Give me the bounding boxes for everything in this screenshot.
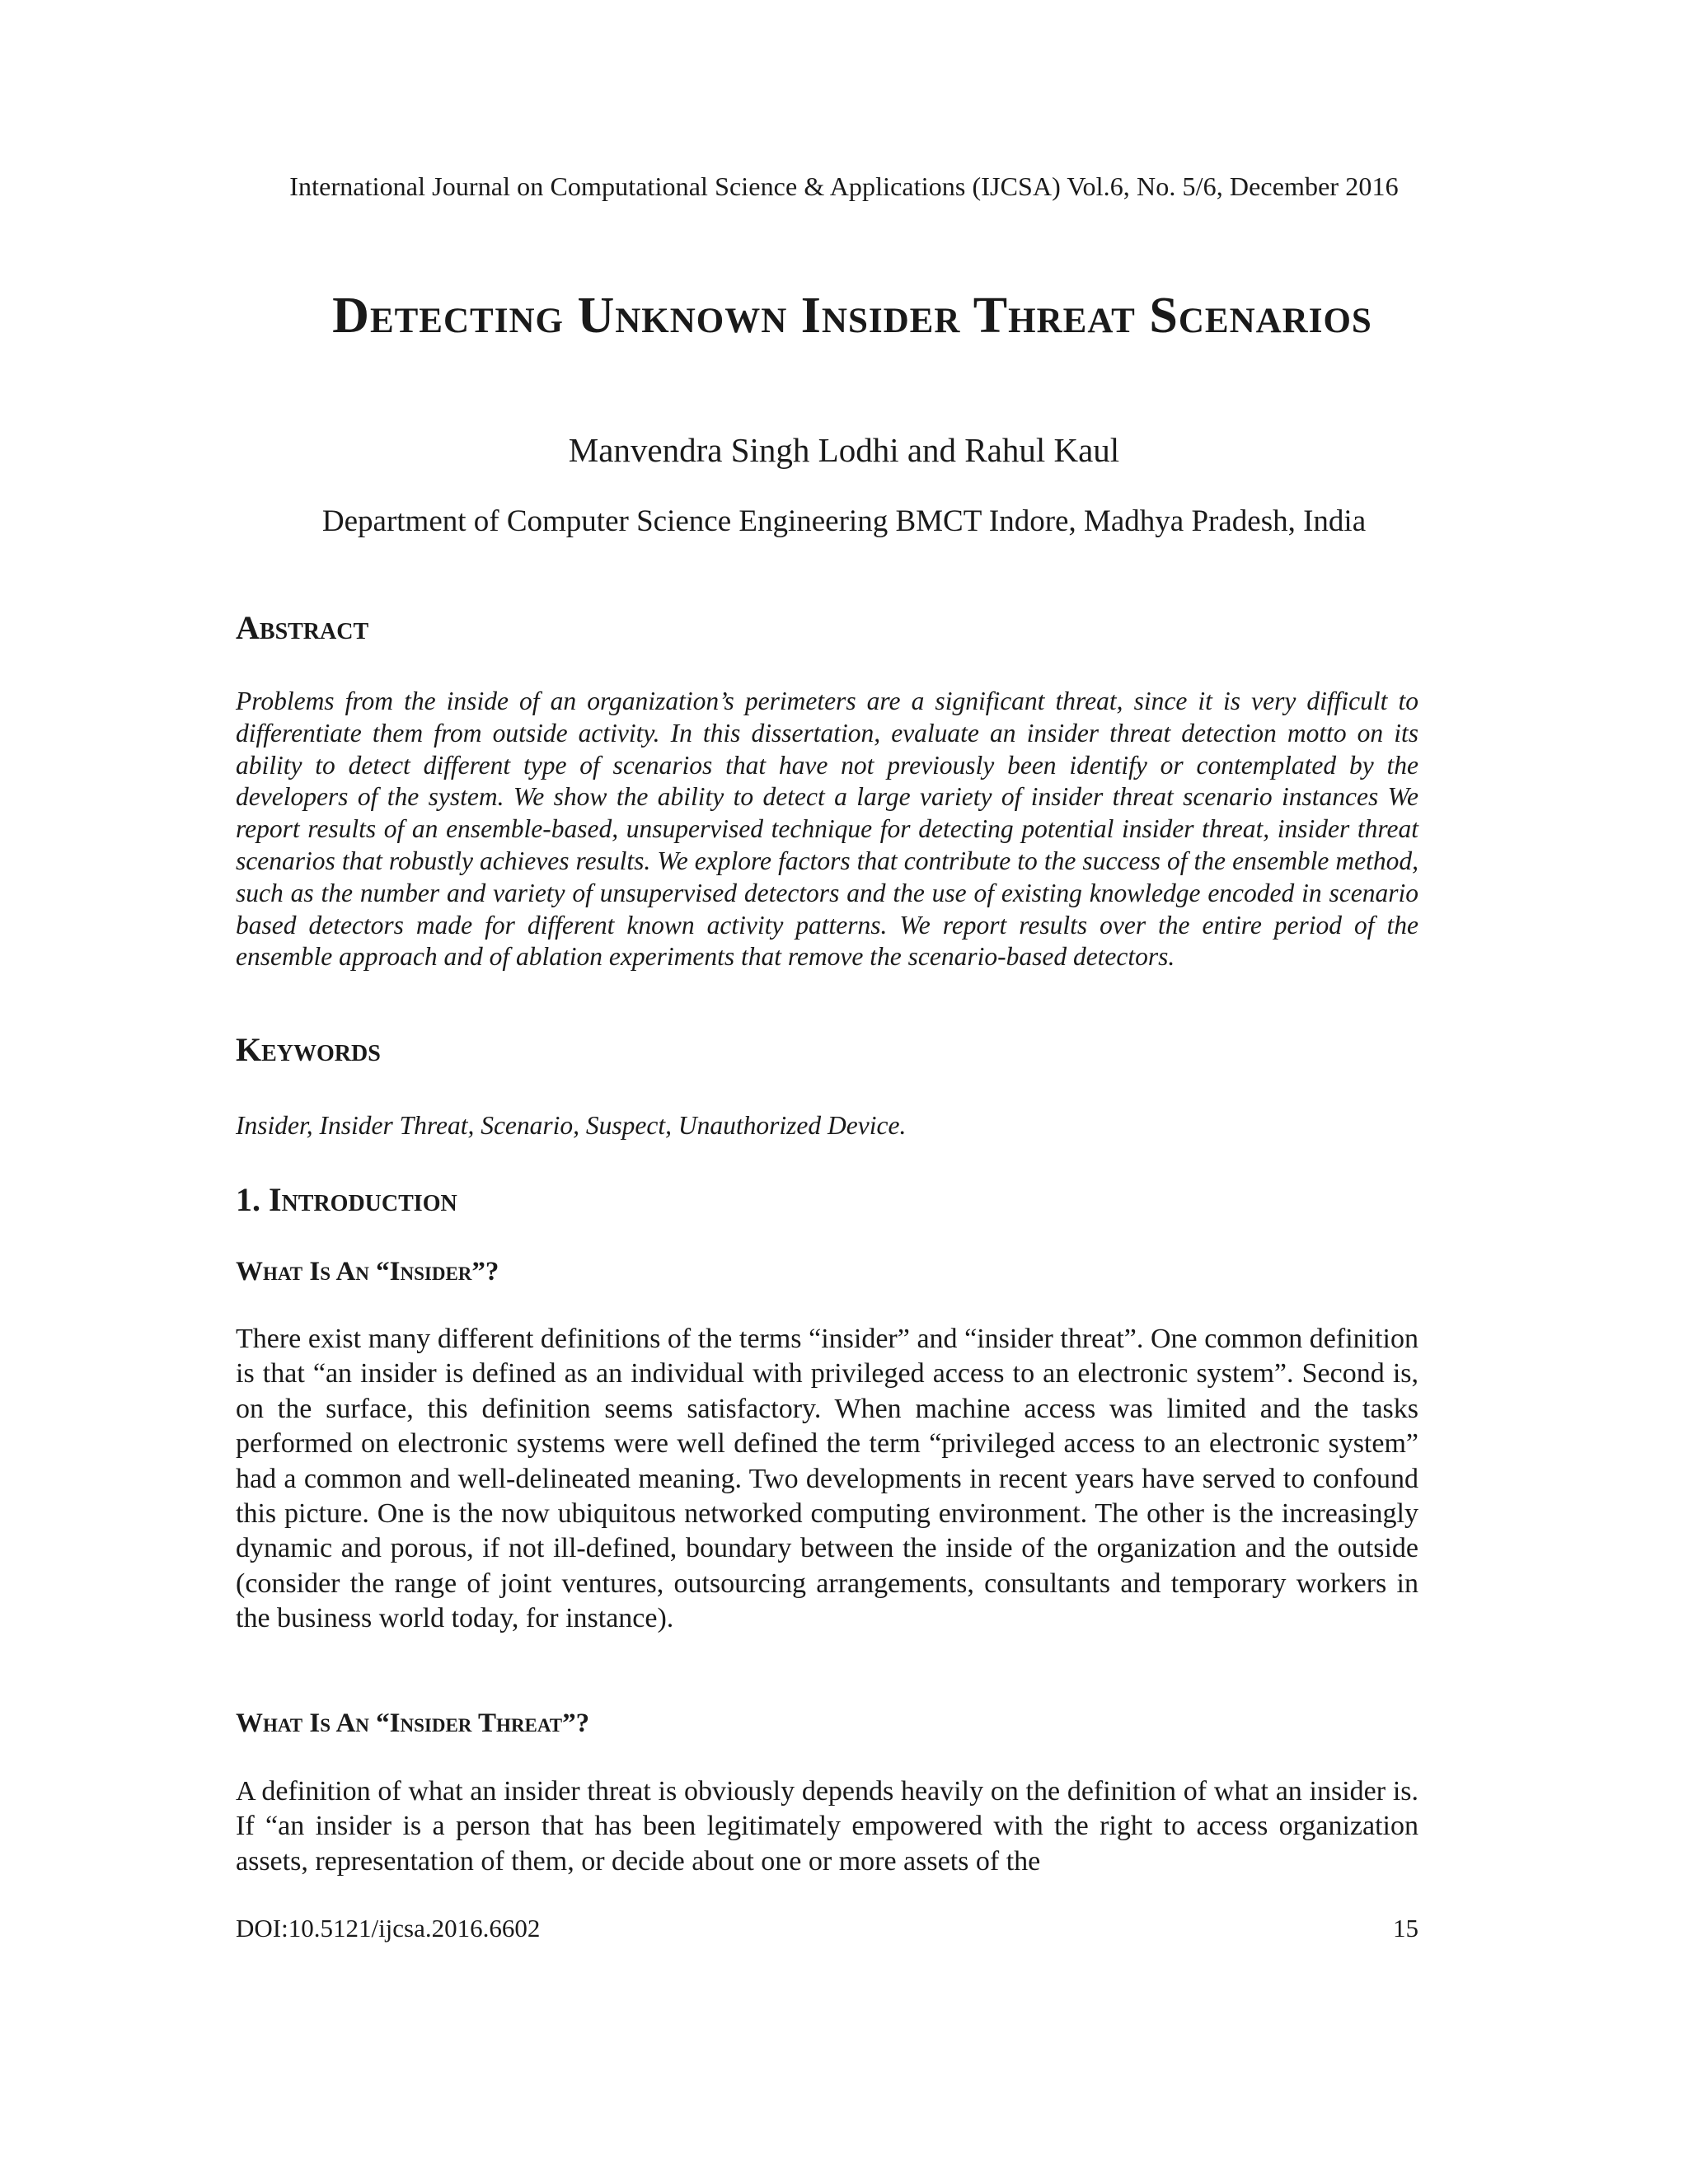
affiliation: Department of Computer Science Engineering BMCT Indore, Madhya Pradesh, India xyxy=(321,504,1367,538)
paragraph-insider-threat-definition: A definition of what an insider threat is obviously depends heavily on the definition of what an insider is. If “an insider is a person that has been legitimately empowered with the right to access organization assets, representation of them, or decide about one or more assets of the xyxy=(236,1776,1418,1877)
abstract-heading: Abstract xyxy=(236,609,369,646)
introduction-heading: 1. Introduction xyxy=(236,1181,457,1218)
authors: Manvendra Singh Lodhi and Rahul Kaul xyxy=(568,431,1120,469)
paper-title: Detecting Unknown Insider Threat Scenarios xyxy=(332,288,1372,344)
keywords-body: Insider, Insider Threat, Scenario, Suspect, Unauthorized Device. xyxy=(236,1111,907,1140)
page-number: 15 xyxy=(1393,1914,1418,1943)
keywords-heading: Keywords xyxy=(236,1031,381,1068)
subsection-heading-insider-threat: What Is An “Insider Threat”? xyxy=(236,1708,590,1738)
paragraph-insider-definition: There exist many different definitions of the terms “insider” and “insider threat”. One common definition is that “an insider is defined as an individual with privileged access to an electronic system”. Second is, on the surface, this definition seems satisfactory. When machine access was limited and the tasks performed on electronic systems were well defined the term “privileged access to an electronic system” had a common and well-delineated meaning. Two developments in recent years have served to confound this picture. One is the now ubiquitous networked computing environment. The other is the increasingly dynamic and porous, if not ill-defined, boundary between the inside of the organization and the outside (consider the range of joint ventures, outsourcing arrangements, consultants and temporary workers in the business world today, for instance). xyxy=(236,1324,1418,1634)
footer-doi: DOI:10.5121/ijcsa.2016.6602 xyxy=(236,1914,541,1943)
running-header: International Journal on Computational Science & Applications (IJCSA) Vol.6, No. 5/6, December 2016 xyxy=(289,171,1399,201)
abstract-body: Problems from the inside of an organization’s perimeters are a significant threat, since it is very difficult to differentiate them from outside activity. In this dissertation, evaluate an insider threat detection motto on its ability to detect different type of scenarios that have not previously been identify or contemplated by the developers of the system. We show the ability to detect a large variety of insider threat scenario instances We report results of an ensemble-based, unsupervised technique for detecting potential insider threat, insider threat scenarios that robustly achieves results. We explore factors that contribute to the success of the ensemble method, such as the number and variety of unsupervised detectors and the use of existing knowledge encoded in scenario based detectors made for different known activity patterns. We report results over the entire period of the ensemble approach and of ablation experiments that remove the scenario-based detectors. xyxy=(236,687,1418,972)
subsection-heading-insider: What Is An “Insider”? xyxy=(236,1257,499,1286)
